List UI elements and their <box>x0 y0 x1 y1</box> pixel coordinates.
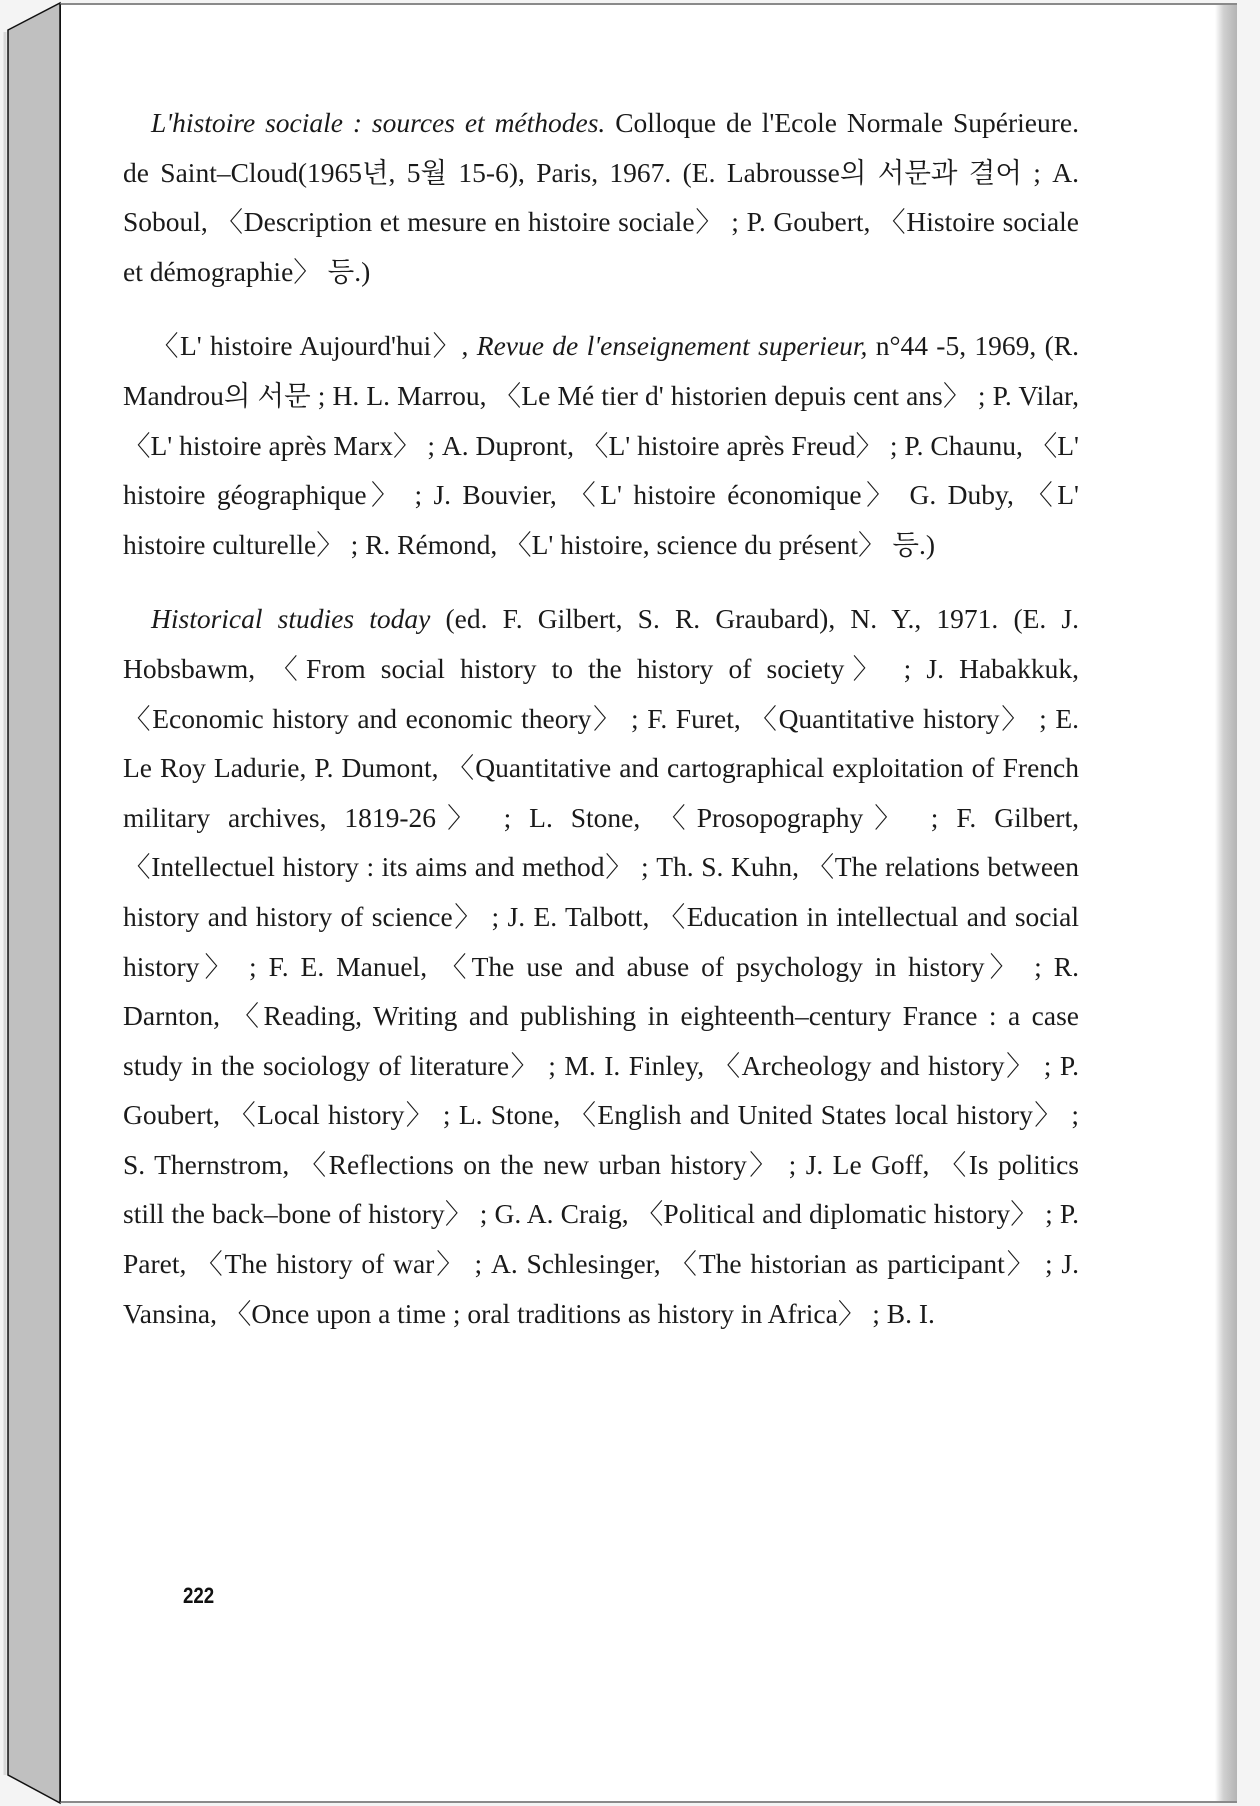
bibliography-entry <box>123 594 1079 1338</box>
entry-title: Historical studies today <box>151 603 431 635</box>
entry-body: Colloque de l'Ecole Normale Supérieure. de Saint–Cloud(1965년, 5월 15-6), Paris, 1967. (E. Labrousse의 서문과 결어 ; A. Soboul, 〈Description et mesure en histoire sociale〉 ; P. Goubert, 〈Histoire sociale et démographie〉 등.) <box>123 107 1079 287</box>
entry-prefix: 〈L' histoire Aujourd'hui〉, <box>151 330 477 362</box>
entry-body: (ed. F. Gilbert, S. R. Graubard), N. Y., 1971. (E. J. Hobsbawm, 〈From social history to the history of society〉 ; J. Habakkuk, 〈Economic history and economic theory〉 ; F. Furet, 〈Quantitative history〉 ; E. Le Roy Ladurie, P. Dumont, 〈Quantitative and cartographical exploitation of French military archives, 1819-26〉 ; L. Stone, 〈Prosopography〉 ; F. Gilbert, 〈Intellectuel history : its aims and method〉 ; Th. S. Kuhn, 〈The relations between history and history of science〉 ; J. E. Talbott, 〈Education in intellectual and social history〉 ; F. E. Manuel, 〈The use and abuse of psychology in history〉 ; R. Darnton, 〈Reading, Writing and publishing in eighteenth–century France : a case study in the sociology of literature〉 ; M. I. Finley, 〈Archeology and history〉 ; P. Goubert, 〈Local history〉 ; L. Stone, 〈English and United States local history〉 ; S. Thernstrom, 〈Reflections on the new urban history〉 ; J. Le Goff, 〈Is politics still the back–bone of history〉 ; G. A. Craig, 〈Political and diplomatic history〉 ; P. Paret, 〈The history of war〉 ; A. Schlesinger, 〈The historian as participant〉 ; J. Vansina, 〈Once upon a time ; oral traditions as history in Africa〉 ; B. I. <box>123 603 1079 1329</box>
entry-body: n°44 -5, 1969, (R. Mandrou의 서문 ; H. L. Marrou, 〈Le Mé tier d' historien depuis cent ans〉 ; P. Vilar, 〈L' histoire après Marx〉 ; A. Dupront, 〈L' histoire après Freud〉 ; P. Chaunu, 〈L' histoire géographique〉 ; J. Bouvier, 〈L' histoire économique〉 G. Duby, 〈L' histoire culturelle〉 ; R. Rémond, 〈L' histoire, science du présent〉 등.) <box>123 330 1080 560</box>
entry-title: Revue de l'enseignement superieur, <box>476 330 868 362</box>
page-edge-shadow <box>1215 5 1237 1801</box>
page-number: 222 <box>183 1583 215 1608</box>
entry-title: L'histoire sociale : sources et méthodes. <box>151 107 606 138</box>
bibliography-text <box>123 98 1079 1363</box>
bibliography-entry <box>123 98 1079 296</box>
bibliography-entry <box>123 321 1079 569</box>
